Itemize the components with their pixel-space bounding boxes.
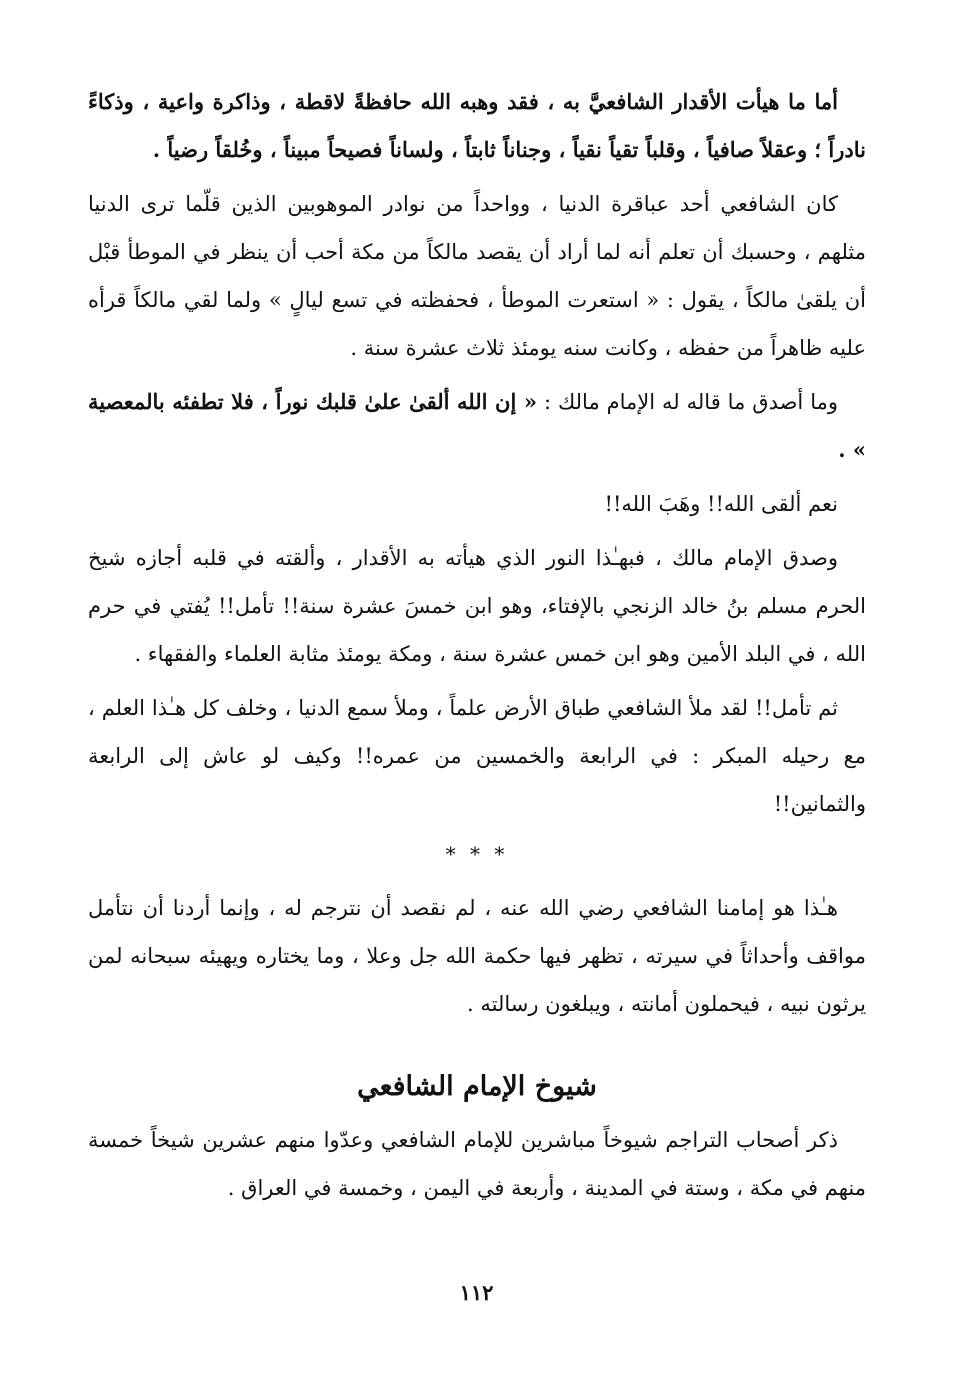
section-heading: شيوخ الإمام الشافعي [357,1071,597,1102]
paragraph-genius: كان الشافعي أحد عباقرة الدنيا ، وواحداً من نوادر الموهوبين الذين قلّما ترى الدنيا مثلهم ، وحسبك أن تعلم أنه لما أراد أن يقصد مالكاً من مكة أحب أن ينظر في الموطأ قبْل أن يلقىٰ مالكاً ، يقول : « استعرت الموطأ ، فحفظته في تسع ليالٍ » ولما لقي مالكاً قرأه عليه ظاهراً من حفظه ، وكانت سنه يومئذ ثلاث عشرة سنة . [88,192,866,360]
paragraph-gifts: أما ما هيأت الأقدار الشافعيَّ به ، فقد وهبه الله حافظةً لاقطة ، وذاكرة واعية ، وذكاءً نادراً ؛ وعقلاً صافياً ، وقلباً تقياً نقياً ، وجناناً ثابتاً ، ولساناً فصيحاً مبيناً ، وخُلقاً رضياً . [88,89,866,162]
section-separator: * * * [445,842,509,866]
paragraph-malik-quote [88,378,866,474]
paragraph-purpose: هـٰذا هو إمامنا الشافعي رضي الله عنه ، لم نقصد أن نترجم له ، وإنما أردنا أن نتأمل مواقف وأحداثاً في سيرته ، تظهر فيها حكمة الله جل وعلا ، وما يختاره ويهيئه سبحانه لمن يرثون نبيه ، فيحملون أمانته ، ويبلغون رسالته . [88,896,866,1016]
malik-quote-text: « إن الله ألقىٰ علىٰ قلبك نوراً ، فلا تطفئه بالمعصية » . [88,389,866,462]
paragraph-exclamation: نعم ألقى الله!! وهَبَ الله!! [604,492,838,516]
document-page [88,78,866,1218]
paragraph-legacy: ثم تأمل!! لقد ملأ الشافعي طباق الأرض علماً ، وملأ سمع الدنيا ، وخلف كل هـٰذا العلم ، مع رحيله المبكر : في الرابعة والخمسين من عمره!! وكيف لو عاش إلى الرابعة والثمانين!! [88,696,866,816]
page-number: ١١٢ [459,1280,494,1305]
paragraph-teachers: ذكر أصحاب التراجم شيوخاً مباشرين للإمام الشافعي وعدّوا منهم عشرين شيخاً خمسة منهم في مكة ، وستة في المدينة ، وأربعة في اليمن ، وخمسة في العراق . [88,1128,866,1200]
malik-quote-intro: وما أصدق ما قاله له الإمام مالك : [537,390,838,414]
paragraph-fatwa: وصدق الإمام مالك ، فبهـٰذا النور الذي هيأته به الأقدار ، وألقته في قلبه أجازه شيخ الحرم مسلم بنُ خالد الزنجي بالإفتاء، وهو ابن خمسَ عشرة سنة!! تأمل!! يُفتي في حرم الله ، في البلد الأمين وهو ابن خمس عشرة سنة ، ومكة يومئذ مثابة العلماء والفقهاء . [88,546,866,666]
